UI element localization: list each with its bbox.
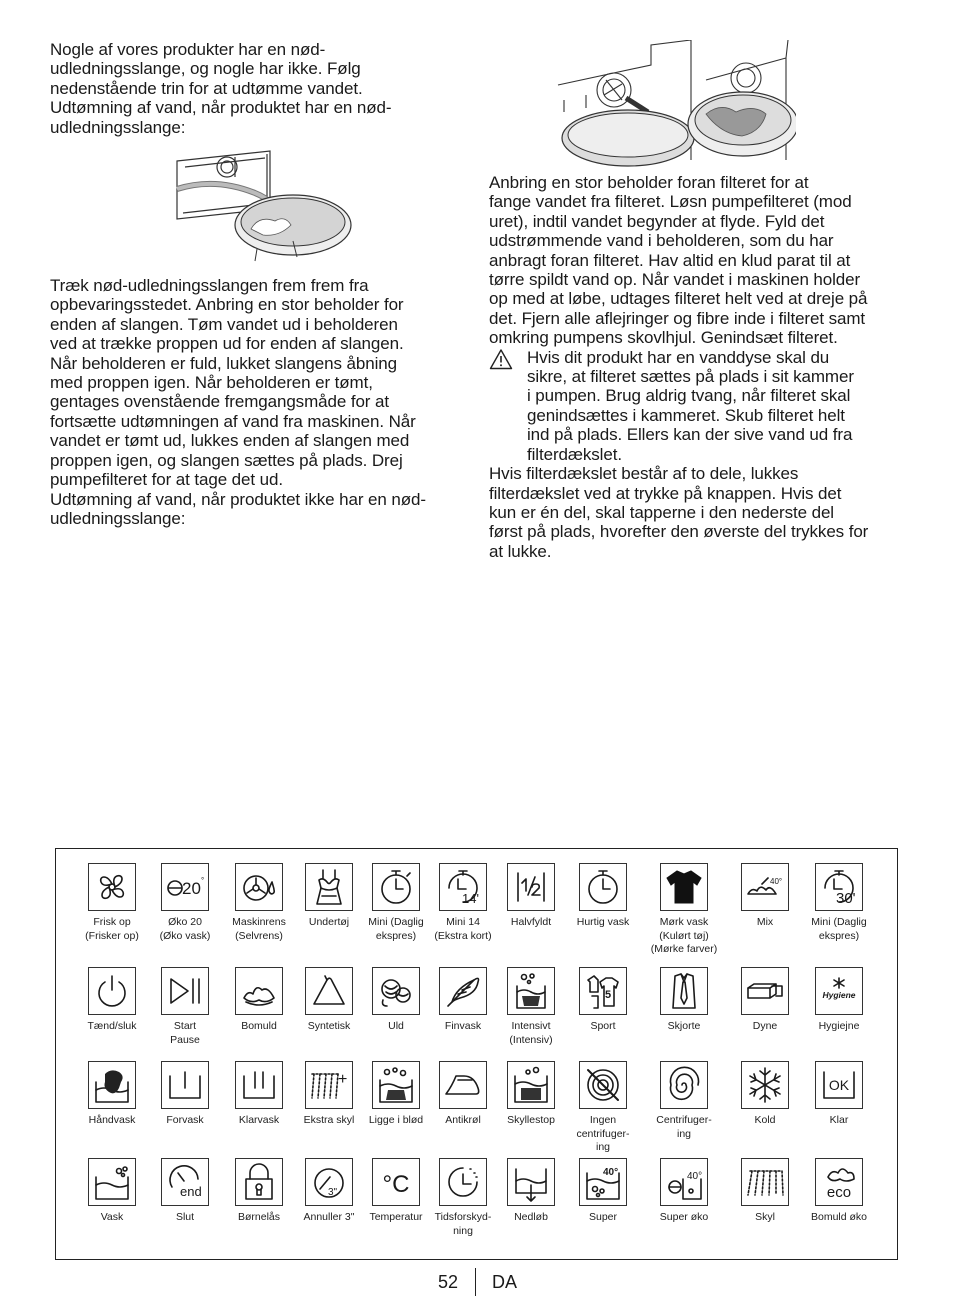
symbol-cold <box>728 1061 802 1128</box>
symbol-synthetic <box>292 967 366 1034</box>
symbol-temperature <box>359 1158 433 1225</box>
symbol-label: Intensivt (Intensiv) <box>509 1020 553 1046</box>
svg-text:eco: eco <box>826 1184 852 1201</box>
symbol-spin <box>647 1061 721 1141</box>
symbol-label: Nedløb <box>514 1211 548 1223</box>
ok-icon <box>815 1061 863 1109</box>
intensive-icon <box>507 967 555 1015</box>
symbol-label: Bomuld øko <box>810 1211 868 1223</box>
svg-text:40°: 40° <box>603 1167 619 1178</box>
feather-icon <box>439 967 487 1015</box>
svg-text:5: 5 <box>605 989 612 1001</box>
symbol-label: Temperatur <box>369 1211 423 1223</box>
fan-icon <box>88 863 136 911</box>
symbol-half-load <box>494 863 568 930</box>
symbol-end <box>148 1158 222 1225</box>
daily-express-icon <box>372 863 420 911</box>
symbol-prewash <box>148 1061 222 1128</box>
super-eco-icon <box>660 1158 708 1206</box>
prewash-icon <box>161 1061 209 1109</box>
child-lock-icon <box>235 1158 283 1206</box>
symbol-label: Syntetisk <box>307 1020 351 1032</box>
symbol-cotton-eco <box>802 1158 876 1225</box>
symbol-label: Mini 14 (Ekstra kort) <box>434 916 492 942</box>
spin-icon <box>660 1061 708 1109</box>
anti-crease-icon <box>439 1061 487 1109</box>
synthetic-icon <box>305 967 353 1015</box>
dark-shirt-icon <box>660 863 708 911</box>
svg-text:°: ° <box>201 876 205 885</box>
symbol-cancel3 <box>292 1158 366 1225</box>
icon-row <box>56 1061 899 1151</box>
symbol-label: Øko 20 (Øko vask) <box>159 916 211 942</box>
symbol-label: Børnelås <box>237 1211 280 1223</box>
symbol-label: Skyl <box>755 1211 775 1223</box>
symbol-label: Mix <box>756 916 774 928</box>
emergency-hose-illustration <box>175 149 355 264</box>
body-text: Træk nød-udledningsslangen frem frem fra opbevaringsstedet. Anbring en stor beholder for enden af slangen. Tøm vandet ud i beholderen ved at trække proppen ud for enden af slangen. Når beholderen er fuld, lukket slangens åbning med proppen igen. Når beholderen er tømt, gentages ovenstående fremgangsmåde for at fortsætte udtømningen af vand fra maskinen. Når vandet er tømt ud, lukkes enden af slangen med proppen igen, og slangen sættes på plads. Drej pumpefilteret for at tage det ud. Udtømning af vand, når produktet ikke har en nød- udledningsslange: <box>50 276 426 528</box>
icon-row <box>56 1158 899 1248</box>
symbol-lingerie <box>292 863 366 930</box>
svg-text:40°: 40° <box>687 1171 703 1182</box>
symbol-label: Hygiejne <box>818 1020 860 1032</box>
symbol-rinse-hold <box>494 1061 568 1128</box>
no-spin-icon <box>579 1061 627 1109</box>
handwash-icon <box>88 1061 136 1109</box>
symbol-cotton <box>222 967 296 1034</box>
symbol-label: Klar <box>829 1114 849 1126</box>
svg-text:Hygiene: Hygiene <box>822 990 856 1000</box>
symbol-label: Hurtig vask <box>576 916 630 928</box>
wool-icon <box>372 967 420 1015</box>
mini30-icon <box>815 863 863 911</box>
symbol-label: Centrifuger- ing <box>656 1114 712 1140</box>
cold-icon <box>741 1061 789 1109</box>
warning-text: Hvis dit produkt har en vanddyse skal du sikre, at filteret sættes på plads i sit kammer i pumpen. Brug aldrig tvang, når filteret skal genindsættes i kammeret. Skub filteret helt ind på plads. Ellers kan der sive vand ud fra filterdækslet. <box>527 347 854 464</box>
svg-text:14': 14' <box>462 891 479 906</box>
symbol-super-eco <box>647 1158 721 1225</box>
filter-cover-text: Hvis filterdækslet består af to dele, lukkes filterdækslet ved at trykke på knappen. Hvis det kun er én del, skal tapperne i den nederste del først på plads, hvorefter den øverste del trykkes for at lukke. <box>489 464 869 561</box>
symbol-mini14 <box>426 863 500 943</box>
symbol-anti-crease <box>426 1061 500 1128</box>
symbol-handwash <box>75 1061 149 1128</box>
cotton-icon <box>235 967 283 1015</box>
symbol-sport <box>566 967 640 1034</box>
end-icon <box>161 1158 209 1206</box>
wash-icon <box>88 1158 136 1206</box>
svg-text:end: end <box>180 1184 202 1199</box>
symbol-label: Forvask <box>166 1114 204 1126</box>
svg-text:°C: °C <box>382 1171 410 1198</box>
symbol-ok <box>802 1061 876 1128</box>
symbol-delay <box>426 1158 500 1238</box>
page-number: 52 <box>438 1272 459 1292</box>
temperature-icon <box>372 1158 420 1206</box>
symbol-soak <box>359 1061 433 1128</box>
duvet-icon <box>741 967 789 1015</box>
symbol-label: Kold <box>754 1114 776 1126</box>
svg-text:+: + <box>338 1071 348 1088</box>
quick-wash-icon <box>579 863 627 911</box>
symbol-drum-clean <box>222 863 296 943</box>
symbol-label: Annuller 3" <box>303 1211 355 1223</box>
lingerie-icon <box>305 863 353 911</box>
symbol-no-spin <box>566 1061 640 1155</box>
eco20-text: 20 <box>182 879 201 898</box>
symbol-label: Bomuld <box>241 1020 277 1032</box>
symbol-label: Skyllestop <box>507 1114 555 1126</box>
symbol-intensive <box>494 967 568 1047</box>
symbol-label: Ligge i blød <box>368 1114 424 1126</box>
drum-clean-icon <box>235 863 283 911</box>
symbol-feather <box>426 967 500 1034</box>
language-code: DA <box>492 1272 518 1292</box>
symbol-label: Dyne <box>752 1020 778 1032</box>
intro-text: Nogle af vores produkter har en nød- udledningsslange, og nogle har ikke. Følg nedenstående trin for at udtømme vandet. Udtømning af vand, når produktet har en nød- udledningsslange: <box>50 40 392 137</box>
half-load-icon <box>507 863 555 911</box>
delay-icon <box>439 1158 487 1206</box>
symbol-label: Sport <box>590 1020 616 1032</box>
main-wash-icon <box>235 1061 283 1109</box>
symbol-label: Halvfyldt <box>510 916 552 928</box>
soak-icon <box>372 1061 420 1109</box>
symbol-label: Håndvask <box>88 1114 136 1126</box>
symbol-label: Vask <box>100 1211 124 1223</box>
symbol-label: Maskinrens (Selvrens) <box>232 916 286 942</box>
symbol-fan <box>75 863 149 943</box>
shirt-icon <box>660 967 708 1015</box>
symbol-label: Ingen centrifuger- ing <box>576 1114 630 1153</box>
symbol-label: Frisk op (Frisker op) <box>85 916 139 942</box>
symbol-label: Super øko <box>659 1211 709 1223</box>
icon-row <box>56 967 899 1057</box>
right-column <box>489 173 909 561</box>
symbol-label: Slut <box>175 1211 195 1223</box>
rinse-icon <box>741 1158 789 1206</box>
symbol-label: Klarvask <box>238 1114 280 1126</box>
svg-text:OK: OK <box>828 1077 850 1093</box>
pump-filter-illustration <box>556 40 796 170</box>
footer-divider <box>475 1268 476 1296</box>
symbol-label: Uld <box>388 1020 404 1032</box>
cancel3-icon <box>305 1158 353 1206</box>
svg-text:3": 3" <box>328 1187 338 1198</box>
symbol-label: Mini (Daglig ekspres) <box>811 916 867 942</box>
hygiene-icon <box>815 967 863 1015</box>
start-pause-icon <box>161 967 209 1015</box>
symbol-main-wash <box>222 1061 296 1128</box>
power-icon <box>88 967 136 1015</box>
svg-text:30': 30' <box>836 890 856 907</box>
symbol-rinse <box>728 1158 802 1225</box>
drain-icon <box>507 1158 555 1206</box>
sport-icon <box>579 967 627 1015</box>
symbol-drain <box>494 1158 568 1225</box>
icon-row <box>56 863 899 953</box>
extra-rinse-icon <box>305 1061 353 1109</box>
symbol-label: Antikrøl <box>445 1114 481 1126</box>
symbol-label: Start Pause <box>170 1020 200 1046</box>
symbol-power <box>75 967 149 1034</box>
symbol-mini30 <box>802 863 876 943</box>
symbol-wash <box>75 1158 149 1225</box>
symbol-label: Ekstra skyl <box>303 1114 355 1126</box>
left-column <box>50 40 470 528</box>
rinse-hold-icon <box>507 1061 555 1109</box>
symbol-child-lock <box>222 1158 296 1225</box>
symbol-wool <box>359 967 433 1034</box>
symbol-shirt <box>647 967 721 1034</box>
symbol-eco20 <box>148 863 222 943</box>
svg-text:40°: 40° <box>770 877 783 886</box>
symbol-mix <box>728 863 802 930</box>
symbol-legend-panel <box>55 848 898 1260</box>
warning-note <box>489 348 909 464</box>
symbol-super <box>566 1158 640 1225</box>
symbol-dark-shirt <box>647 863 721 957</box>
symbol-start-pause <box>148 967 222 1047</box>
symbol-label: Finvask <box>444 1020 482 1032</box>
super-icon <box>579 1158 627 1206</box>
symbol-label: Tidsforskyd- ning <box>434 1211 492 1237</box>
symbol-label: Mini (Daglig ekspres) <box>368 916 424 942</box>
filter-instructions: Anbring en stor beholder foran filteret for at fange vandet fra filteret. Løsn pumpefilteret (mod uret), indtil vandet begynder at flyde. Fyld det udstrømmende vand i beholderen, som du har anbragt foran filteret. Hav altid en klud parat til at tørre spildt vand op. Når vandet i maskinen holder op med at løbe, udtages filteret helt ved at dreje på det. Fjern alle aflejringer og fibre inde i filteret samt omkring pumpens skovlhjul. Genindsæt filteret. <box>489 173 868 348</box>
page-footer <box>0 1268 954 1298</box>
cotton-eco-icon <box>815 1158 863 1206</box>
mix-icon <box>741 863 789 911</box>
symbol-label: Tænd/sluk <box>87 1020 137 1032</box>
symbol-daily-express <box>359 863 433 943</box>
symbol-label: Super <box>588 1211 618 1223</box>
symbol-duvet <box>728 967 802 1034</box>
symbol-extra-rinse <box>292 1061 366 1128</box>
symbol-label: Mørk vask (Kulørt tøj) (Mørke farver) <box>650 916 718 955</box>
symbol-label: Skjorte <box>667 1020 701 1032</box>
symbol-label: Undertøj <box>308 916 350 928</box>
mini14-icon <box>439 863 487 911</box>
eco20-icon <box>161 863 209 911</box>
symbol-quick-wash <box>566 863 640 930</box>
symbol-hygiene <box>802 967 876 1034</box>
warning-triangle-icon <box>489 348 513 370</box>
